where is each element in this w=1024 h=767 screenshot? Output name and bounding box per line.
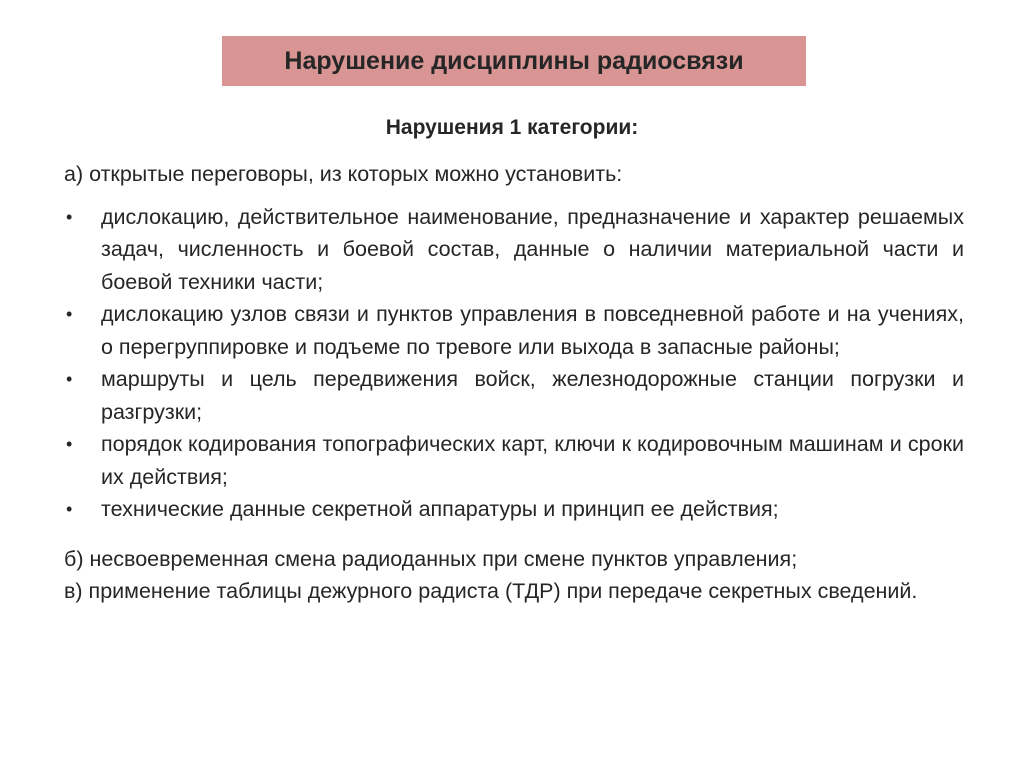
- intro-paragraph: а) открытые переговоры, из которых можно установить:: [64, 162, 623, 186]
- violations-list: [64, 201, 964, 526]
- list-item: [64, 201, 964, 299]
- list-item-text: маршруты и цель передвижения войск, железнодорожные станции погрузки и разгрузки;: [101, 367, 964, 424]
- bullet-icon: •: [66, 434, 73, 454]
- list-item: [64, 363, 964, 428]
- item-b-paragraph: б) несвоевременная смена радиоданных при смене пунктов управления;: [64, 546, 798, 571]
- list-item-text: дислокацию, действительное наименование, предназначение и характер решаемых задач, численность и боевой состав, данные о наличии материальной части и боевой техники части;: [101, 204, 964, 294]
- list-item: [64, 493, 964, 526]
- list-item: [64, 298, 964, 363]
- list-item-text: дислокацию узлов связи и пунктов управления в повседневной работе и на учениях, о перегруппировке и подъеме по тревоге или выхода в запасные районы;: [101, 302, 964, 359]
- list-item-text: технические данные секретной аппаратуры и принцип ее действия;: [101, 497, 779, 521]
- page-title: Нарушение дисциплины радиосвязи: [284, 46, 744, 75]
- list-item: [64, 428, 964, 493]
- title-banner: [222, 36, 806, 86]
- list-item-text: порядок кодирования топографических карт, ключи к кодировочным машинам и сроки их действия;: [101, 432, 964, 489]
- section-subtitle: Нарушения 1 категории:: [385, 116, 639, 139]
- bullet-icon: •: [66, 304, 73, 324]
- bullet-icon: •: [66, 499, 73, 519]
- bullet-icon: •: [66, 369, 73, 389]
- content-body: [64, 158, 964, 608]
- item-c-paragraph: в) применение таблицы дежурного радиста (ТДР) при передаче секретных сведений.: [64, 579, 918, 603]
- bullet-icon: •: [66, 206, 73, 227]
